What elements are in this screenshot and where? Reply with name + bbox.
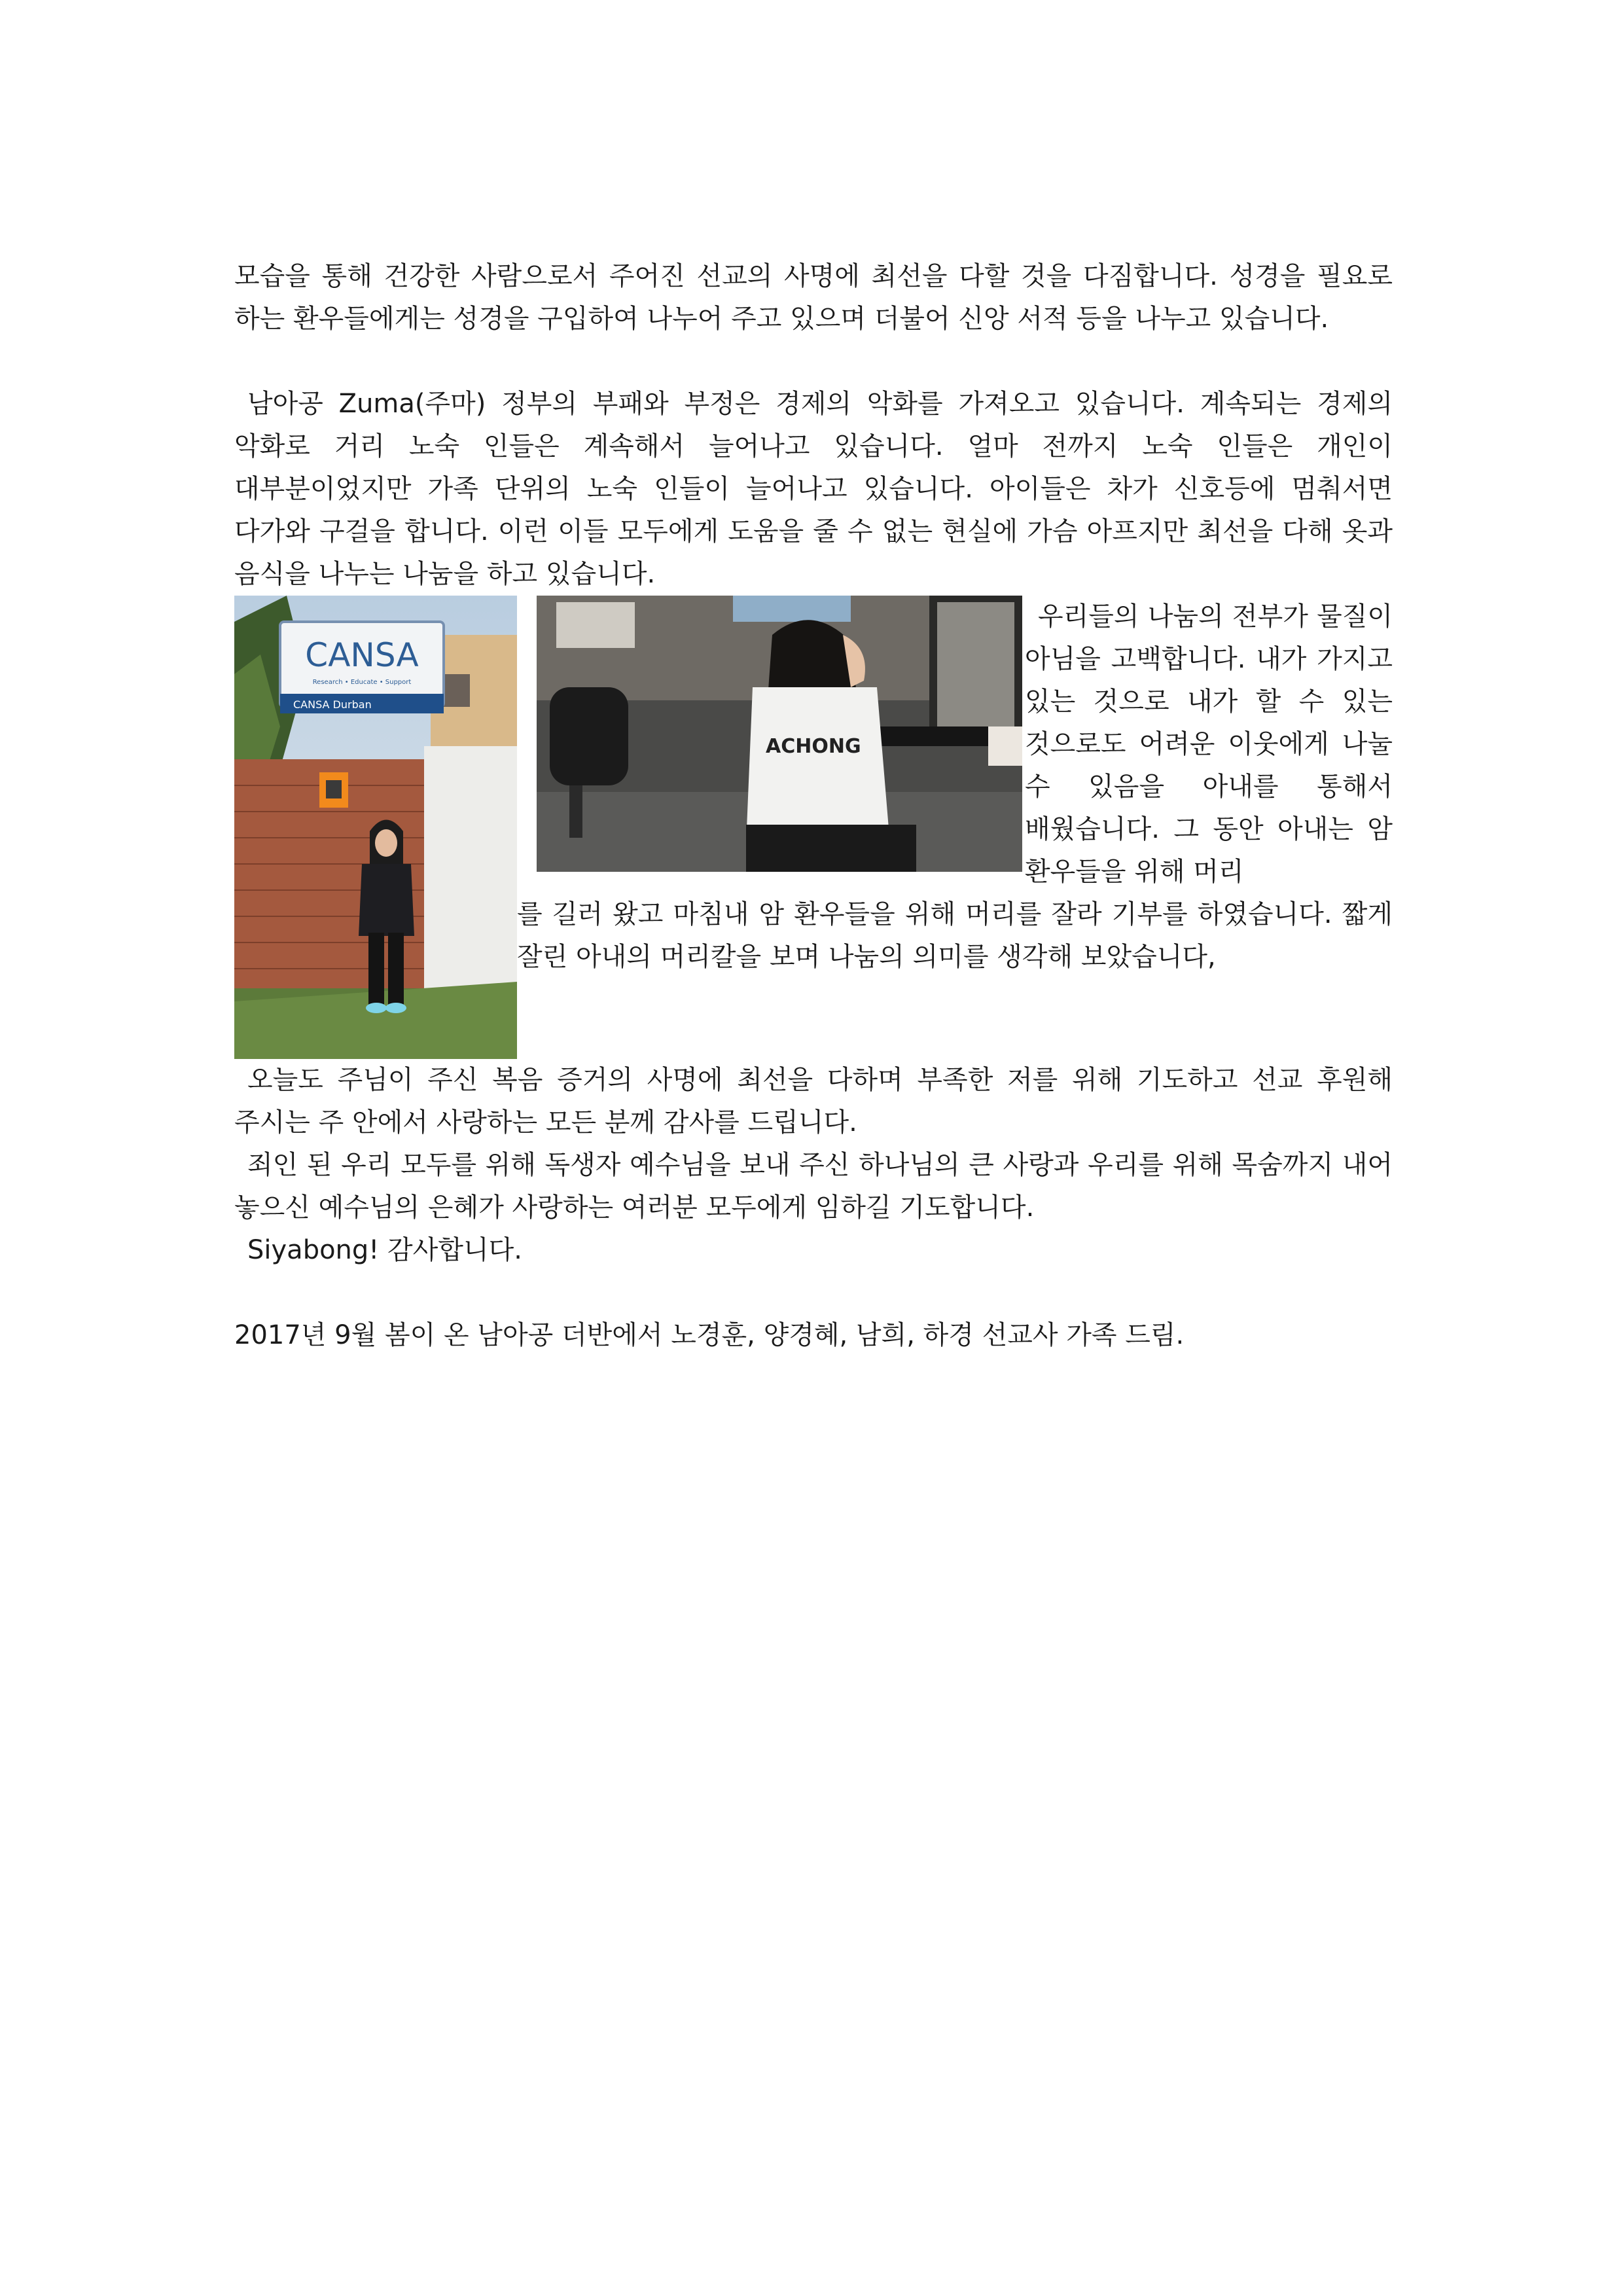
wrapped-text-continuation: [517, 893, 1393, 978]
paragraph-economy: 남아공 Zuma(주마) 정부의 부패와 부정은 경제의 악화를 가져오고 있습니다. 계속되는 경제의 악화로 거리 노숙 인들은 계속해서 늘어나고 있습니다. 얼마 전까지 노숙 인들은 개인이 대부분이었지만 가족 단위의 노숙 인들이 늘어나고 있습니다. 아이들은 차가 신호등에 멈춰서면 다가와 구걸을 합니다. 이런 이들 모두에게 도움을 줄 수 없는 현실에 가슴 아프지만 최선을 다해 옷과 음식을 나누는 나눔을 하고 있습니다.: [234, 389, 1393, 589]
paragraph-mission: 모습을 통해 건강한 사람으로서 주어진 선교의 사명에 최선을 다할 것을 다짐합니다. 성경을 필요로 하는 환우들에게는 성경을 구입하여 나누어 주고 있으며 더불어 신앙 서적 등을 나누고 있습니다.: [234, 261, 1393, 334]
cansa-photo: [234, 596, 517, 1059]
photo-section: [234, 596, 1393, 1059]
paragraph-sharing-end: 를 길러 왔고 마침내 암 환우들을 위해 머리를 잘라 기부를 하였습니다. 짧게 잘린 아내의 머리칼을 보며 나눔의 의미를 생각해 보았습니다,: [517, 899, 1393, 972]
shirt-print: ACHONG: [766, 735, 861, 758]
paragraph-prayer: 죄인 된 우리 모두를 위해 독생자 예수님을 보내 주신 하나님의 큰 사랑과 우리를 위해 목숨까지 내어 놓으신 예수님의 은혜가 사랑하는 여러분 모두에게 임하길 기도합니다.: [234, 1150, 1393, 1223]
wrapped-text-block: [1025, 596, 1393, 893]
salon-photo: [537, 596, 1022, 872]
cansa-logo-text: CANSA: [305, 636, 419, 674]
cansa-location: CANSA Durban: [293, 698, 372, 711]
closing-signature: 2017년 9월 봄이 온 남아공 더반에서 노경훈, 양경혜, 남희, 하경 선교사 가족 드림.: [234, 1320, 1185, 1350]
document-page: [234, 255, 1393, 1357]
paragraph-sharing-start: 우리들의 나눔의 전부가 물질이 아님을 고백합니다. 내가 가지고 있는 것으로 내가 할 수 있는 것으로도 어려운 이웃에게 나눌 수 있음을 아내를 통해서 배웠습니다. 그 동안 아내는 암 환우들을 위해 머리: [1025, 601, 1393, 887]
cansa-tagline: Research • Educate • Support: [312, 679, 412, 686]
paragraph-siyabong: Siyabong! 감사합니다.: [247, 1235, 522, 1265]
paragraph-thanks: 오늘도 주님이 주신 복음 증거의 사명에 최선을 다하며 부족한 저를 위해 기도하고 선교 후원해 주시는 주 안에서 사랑하는 모든 분께 감사를 드립니다.: [234, 1065, 1393, 1138]
